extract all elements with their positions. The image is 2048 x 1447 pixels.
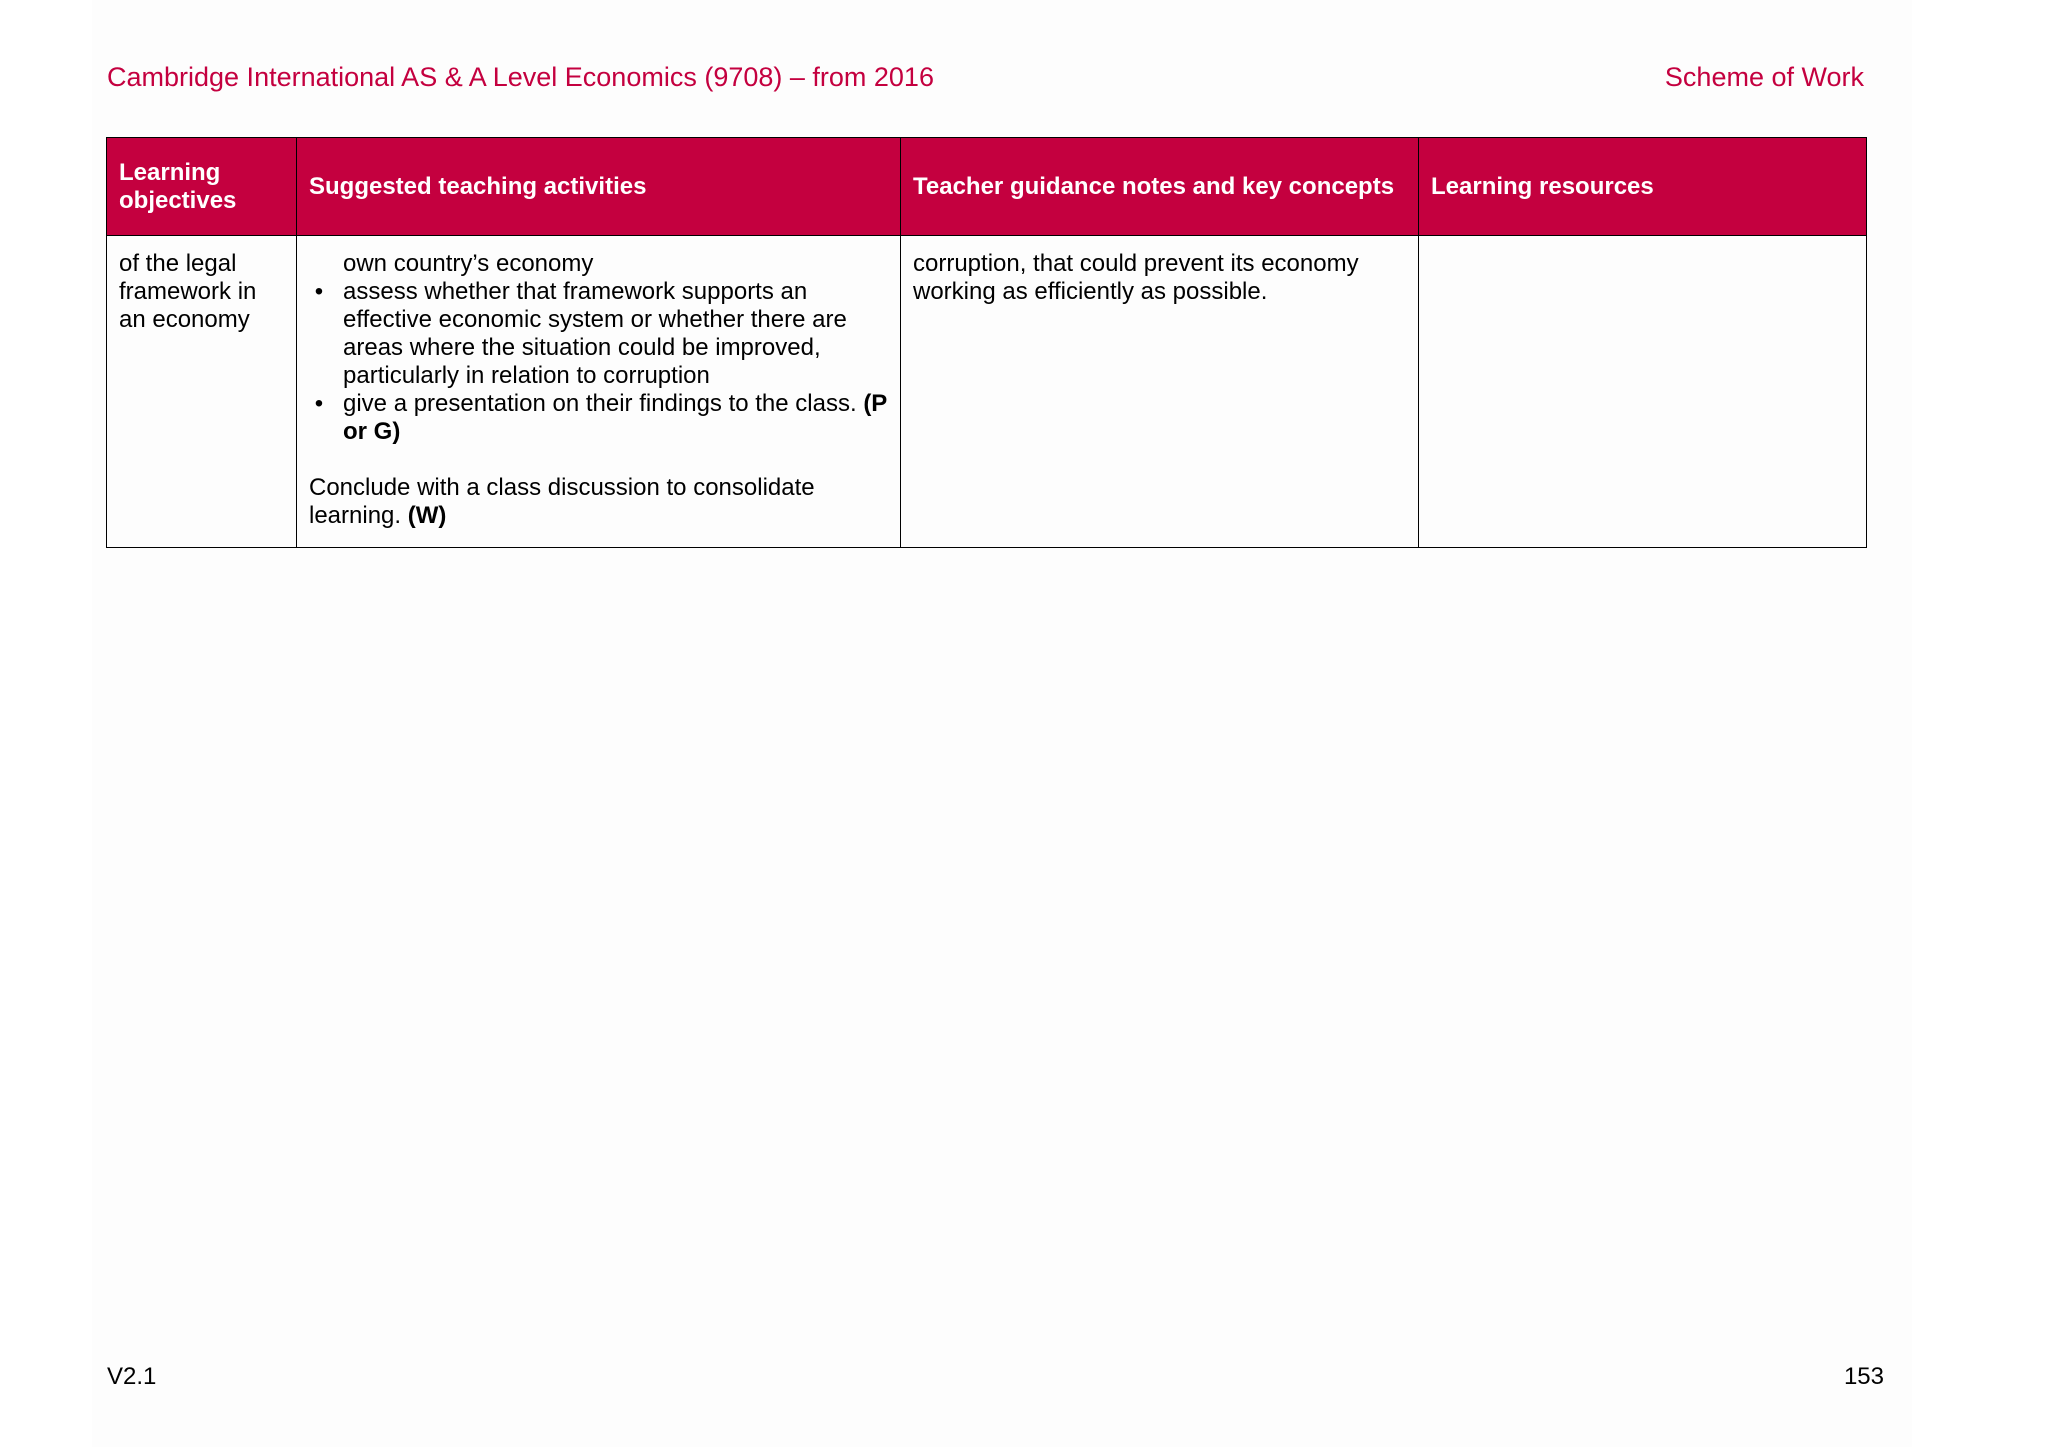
scheme-of-work-table [106, 137, 1867, 548]
activity-bullet-text: assess whether that framework supports an effective economic system or whether there are areas where the situation could be improved, particularly in relation to corruption [343, 278, 847, 389]
document-section: Scheme of Work [1664, 62, 1864, 92]
document-title: Cambridge International AS & A Level Economics (9708) – from 2016 [107, 62, 934, 92]
column-header-learning-resources: Learning resources [1419, 138, 1867, 236]
column-header-guidance-notes: Teacher guidance notes and key concepts [901, 138, 1419, 236]
activity-bullet-text: give a presentation on their findings to the class. [343, 390, 864, 417]
cell-guidance-notes: corruption, that could prevent its economy working as efficiently as possible. [901, 236, 1419, 548]
column-header-learning-objectives: Learning objectives [107, 138, 297, 236]
column-header-teaching-activities: Suggested teaching activities [297, 138, 901, 236]
activity-conclusion-text: Conclude with a class discussion to consolidate learning. [309, 474, 815, 529]
bullet-icon: • [314, 390, 324, 417]
document-version: V2.1 [107, 1363, 157, 1390]
activity-conclusion-code: (W) [407, 502, 447, 529]
activity-continuation: own country’s economy [343, 250, 594, 277]
cell-learning-objective: of the legal framework in an economy [107, 236, 297, 548]
cell-teaching-activities [297, 236, 901, 548]
activity-conclusion [309, 474, 888, 530]
table-header-row [107, 138, 1867, 236]
cell-learning-resources [1419, 236, 1867, 548]
page-number: 153 [1843, 1363, 1884, 1390]
list-item [309, 278, 888, 390]
activity-bullet-list [309, 278, 888, 446]
activity-grouping-code: (P or G) [343, 390, 887, 445]
list-item [309, 390, 888, 446]
bullet-icon: • [314, 278, 324, 305]
table-row [107, 236, 1867, 548]
